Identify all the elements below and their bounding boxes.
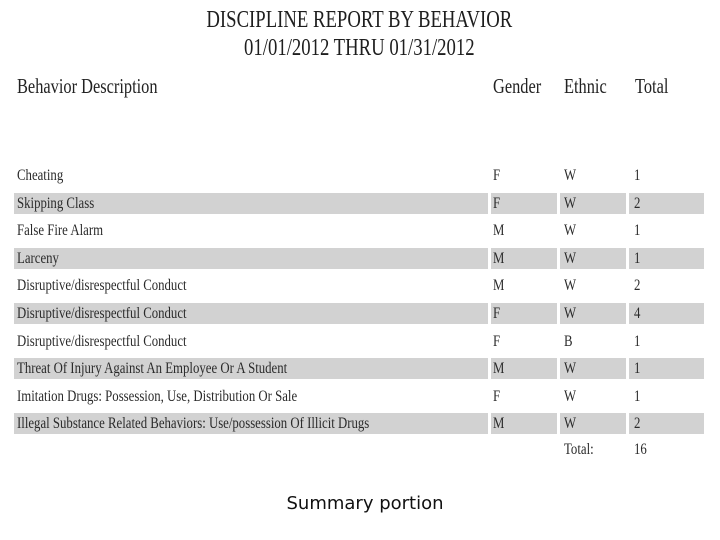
- table-row: [14, 218, 704, 246]
- cell-total: 1: [634, 387, 641, 405]
- table-row: [14, 411, 704, 439]
- cell-total: 1: [634, 222, 641, 240]
- cell-total: 2: [634, 277, 641, 295]
- cell-gender: F: [493, 304, 501, 322]
- cell-ethnic: W: [564, 249, 577, 267]
- cell-description: Threat Of Injury Against An Employee Or A Student: [17, 360, 288, 378]
- cell-gender: M: [493, 222, 505, 240]
- cell-ethnic: W: [564, 387, 577, 405]
- table-row: [14, 246, 704, 274]
- table-row: [14, 273, 704, 301]
- cell-ethnic: W: [564, 222, 577, 240]
- cell-gender: F: [493, 167, 501, 184]
- cell-ethnic: W: [564, 304, 577, 322]
- header-ethnic: Ethnic: [564, 74, 607, 98]
- header-total: Total: [635, 74, 669, 98]
- cell-gender: M: [493, 415, 505, 433]
- report-title-line-2: 01/01/2012 THRU 01/31/2012: [244, 35, 475, 61]
- cell-gender: M: [493, 249, 505, 267]
- cell-description: Disruptive/disrespectful Conduct: [17, 332, 187, 350]
- cell-description: Illegal Substance Related Behaviors: Use/possession Of Illicit Drugs: [17, 415, 370, 433]
- cell-total: 4: [634, 304, 641, 322]
- cell-description: Skipping Class: [17, 194, 95, 212]
- header-gender: Gender: [493, 74, 542, 98]
- grand-total-value: 16: [634, 441, 647, 458]
- slide-caption: Summary portion: [286, 493, 444, 514]
- cell-total: 1: [634, 332, 641, 350]
- cell-total: 2: [634, 194, 641, 212]
- cell-gender: F: [493, 332, 501, 350]
- table-row: [14, 384, 704, 412]
- table-row: [14, 163, 704, 191]
- cell-description: Disruptive/disrespectful Conduct: [17, 304, 187, 322]
- cell-description: Larceny: [17, 249, 59, 267]
- cell-ethnic: W: [564, 277, 577, 295]
- cell-gender: F: [493, 194, 501, 212]
- cell-total: 1: [634, 167, 641, 184]
- cell-ethnic: B: [564, 332, 573, 350]
- cell-ethnic: W: [564, 167, 577, 184]
- cell-description: Cheating: [17, 167, 64, 184]
- cell-total: 1: [634, 360, 641, 378]
- header-behavior-description: Behavior Description: [17, 74, 158, 98]
- cell-ethnic: W: [564, 194, 577, 212]
- cell-gender: M: [493, 277, 505, 295]
- cell-total: 2: [634, 415, 641, 433]
- cell-gender: M: [493, 360, 505, 378]
- cell-description: False Fire Alarm: [17, 222, 104, 240]
- cell-gender: F: [493, 387, 501, 405]
- table-row: [14, 191, 704, 219]
- report-title-line-1: DISCIPLINE REPORT BY BEHAVIOR: [206, 7, 513, 33]
- table-row: [14, 301, 704, 329]
- cell-ethnic: W: [564, 360, 577, 378]
- table-row: [14, 329, 704, 357]
- table-row: [14, 356, 704, 384]
- grand-total-label: Total:: [564, 441, 594, 458]
- cell-description: Imitation Drugs: Possession, Use, Distribution Or Sale: [17, 387, 298, 405]
- cell-ethnic: W: [564, 415, 577, 433]
- behavior-table-body: [14, 163, 704, 439]
- cell-description: Disruptive/disrespectful Conduct: [17, 277, 187, 295]
- cell-total: 1: [634, 249, 641, 267]
